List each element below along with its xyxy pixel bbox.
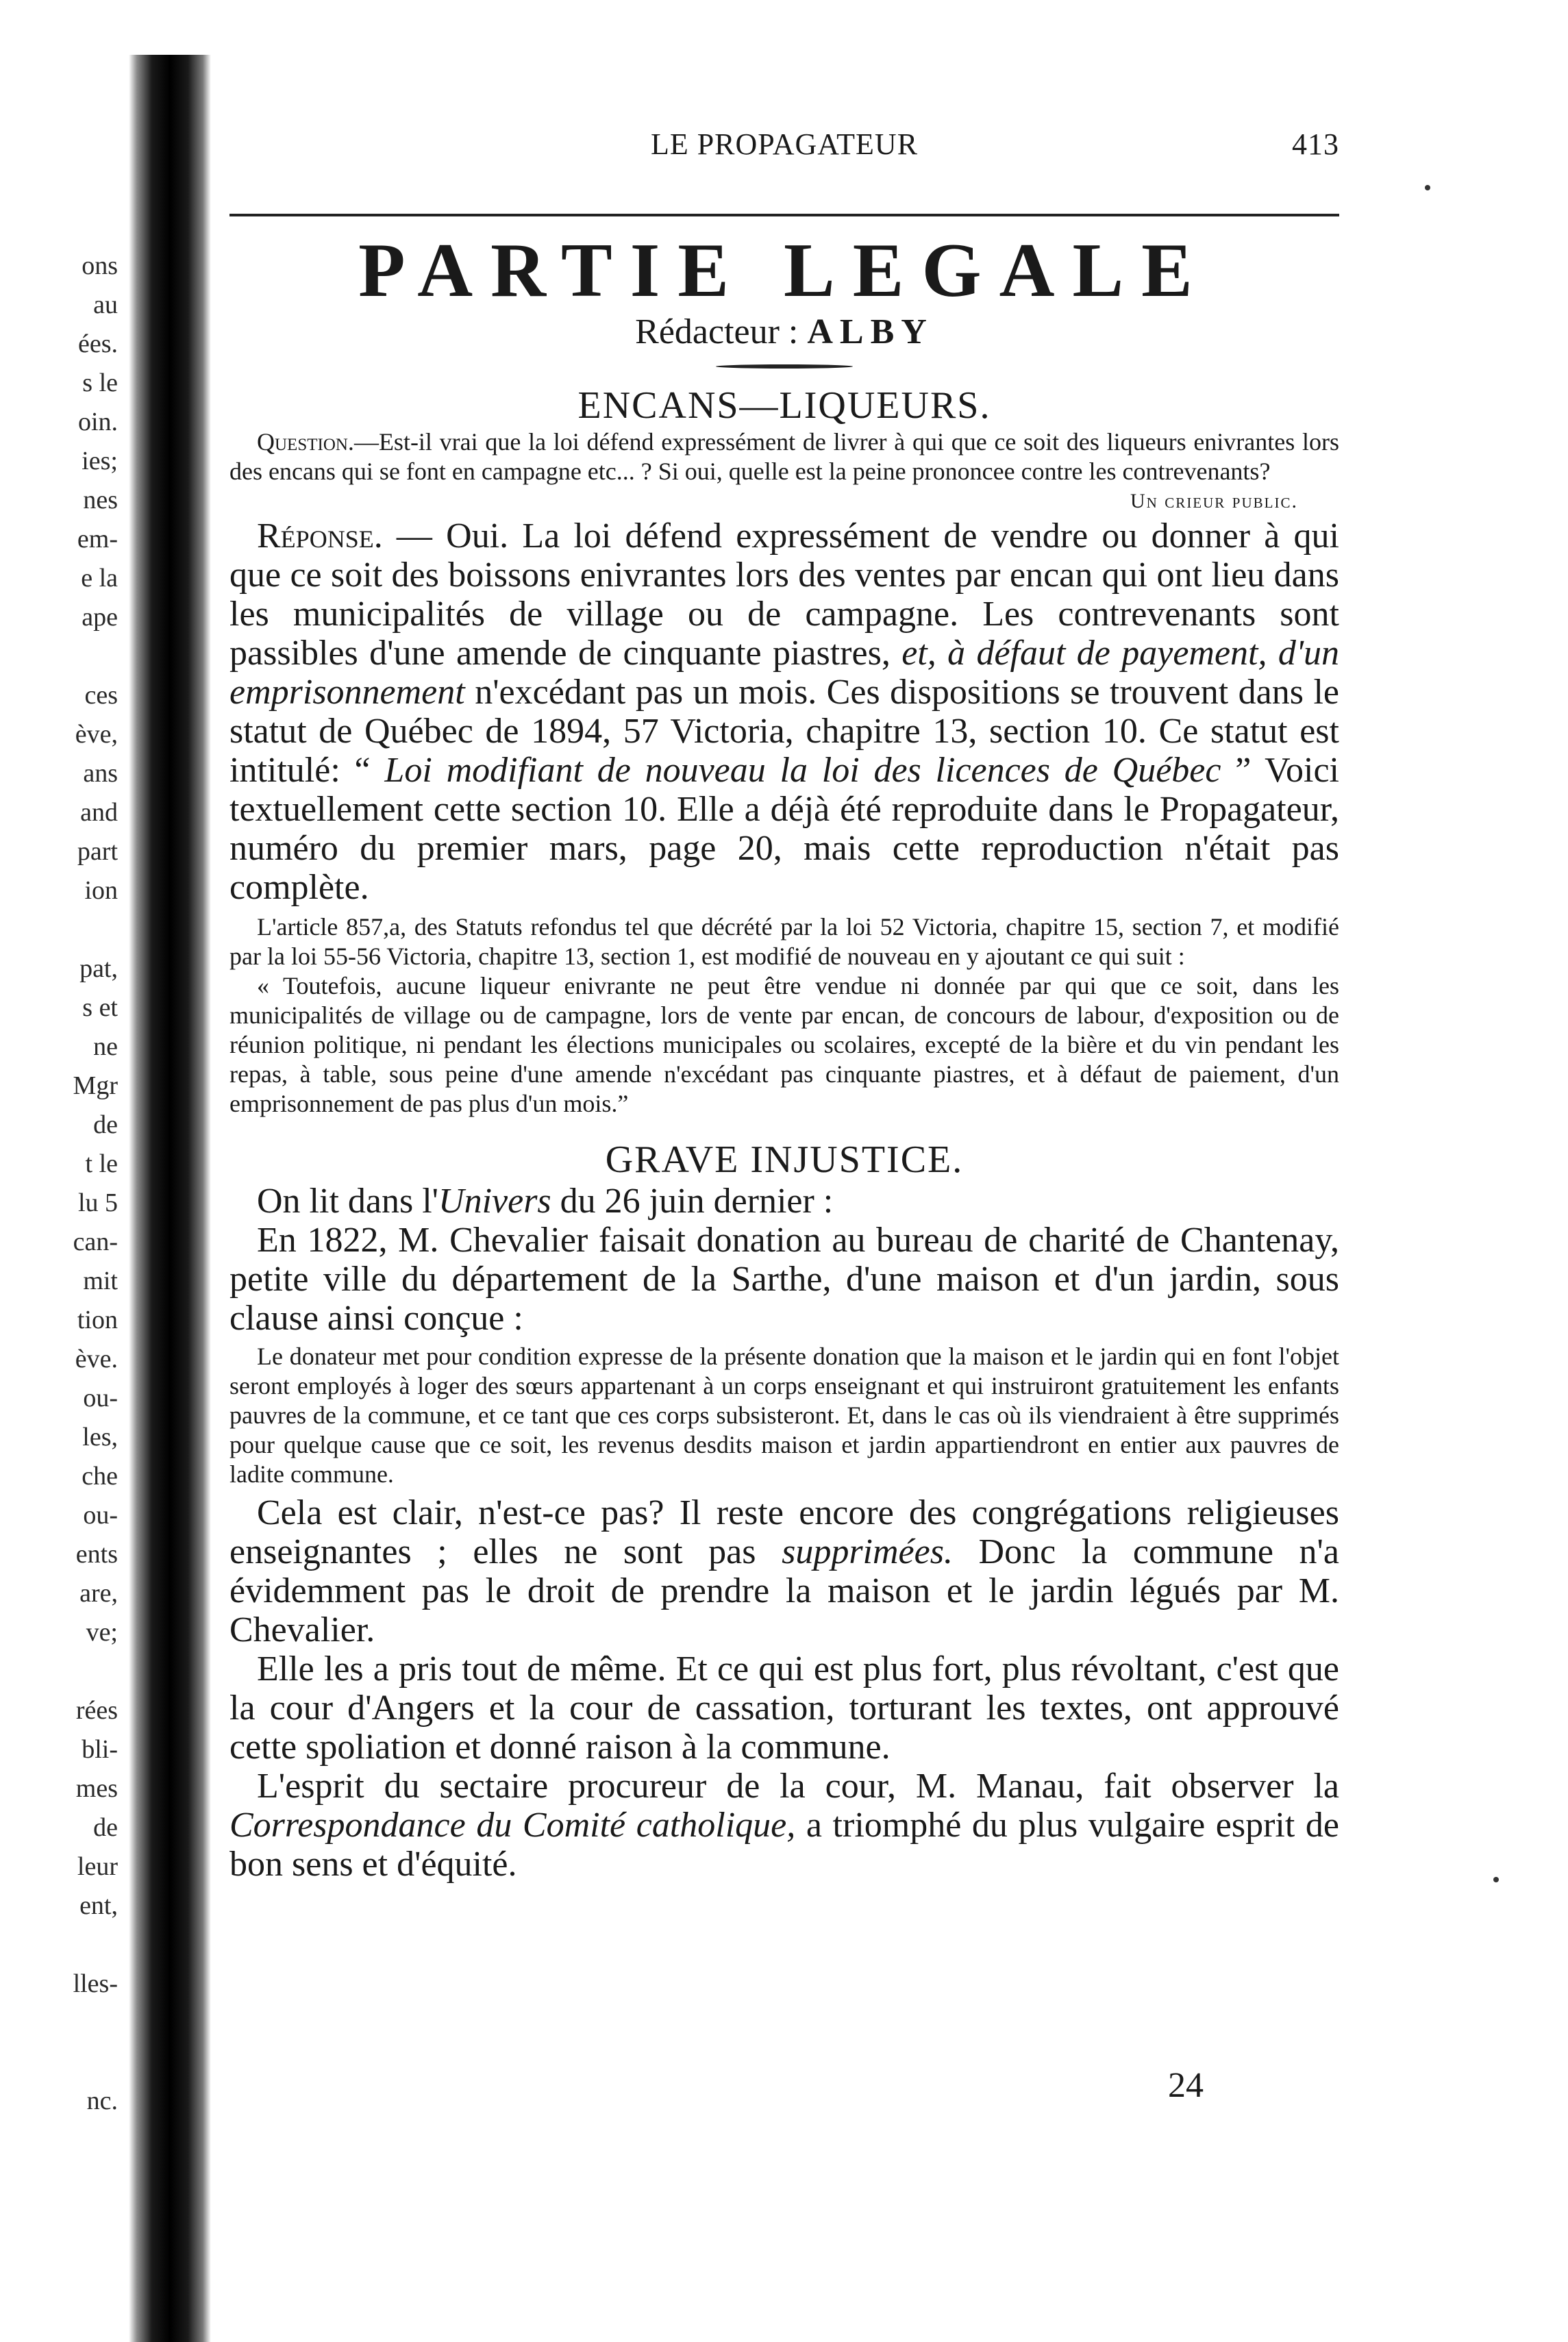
page-number: 413 xyxy=(1292,127,1339,161)
margin-fragment: ève. xyxy=(75,1345,118,1373)
answer-text-3: ” Voici textuellement cette section 10. Elle a déjà été reproduite dans le Propagateur, numéro du premier mars, page 20, mais cette reproduction n'était pas complète. xyxy=(229,751,1339,907)
p3-italic: supprimées. xyxy=(782,1532,953,1571)
statute-title: Loi modifiant de nouveau la loi des licences de Québec xyxy=(384,751,1221,790)
page xyxy=(229,0,1339,2342)
margin-fragment: che xyxy=(82,1462,118,1491)
margin-fragment xyxy=(8,2043,118,2082)
signature-folio: 24 xyxy=(1168,2066,1204,2105)
p1-italic: Univers xyxy=(438,1182,551,1221)
margin-fragment: part xyxy=(77,837,118,866)
margin-fragment: mit xyxy=(83,1267,118,1295)
p3-text: Cela est clair, n'est-ce pas? Il reste encore des congrégations religieuses enseignantes ; elles ne sont pas xyxy=(229,1493,1339,1571)
margin-fragment: em- xyxy=(77,525,118,553)
margin-fragment: ape xyxy=(82,603,118,632)
donation-clause: Le donateur met pour condition expresse de la présente donation que la maison et le jardin qui en font l'objet seront employés à loger des sœurs appartenant à un corps enseignant et qui instruiront gratuitement les enfants pauvres de la commune, et ce tant que ces corps subsisteront. Et, dans le cas où ils viendraient à être supprimés pour quelque cause que ce soit, les revenus desdits maison et jardin appartiendront en entier aux pauvres de ladite commune. xyxy=(229,1343,1339,1488)
article-heading-2: GRAVE INJUSTICE. xyxy=(605,1138,964,1181)
speck xyxy=(1493,1877,1499,1882)
running-header xyxy=(229,127,1339,168)
answer-text-2: n'excédant pas un mois. Ces dispositions se trouvent dans le statut de Québec de 1894, 57 Victoria, chapitre 13, section 10. Ce statut est intitulé: “ xyxy=(229,673,1339,790)
margin-fragment xyxy=(8,1926,118,1965)
answer-italic: et, à défaut de payement, d'un emprisonnement xyxy=(229,634,1339,712)
editor-label: Rédacteur : xyxy=(635,312,799,351)
section-title: PARTIE LEGALE xyxy=(358,228,1210,313)
margin-fragment: au xyxy=(93,290,118,319)
answer-text: — Oui. La loi défend expressément de vendre ou donner à qui que ce soit des boissons enivrantes lors des ventes par encan qui ont lieu dans les municipalités de village ou de campagne. Les contrevenants sont passibles d'une amende de cinquante piastres, xyxy=(229,516,1339,673)
margin-fragment: s et xyxy=(82,993,118,1022)
header-rule xyxy=(229,214,1339,216)
margin-fragment: nc. xyxy=(86,2086,118,2115)
paragraph: En 1822, M. Chevalier faisait donation au bureau de charité de Chantenay, petite ville du département de la Sarthe, d'une maison et d'un jardin, sous clause ainsi conçue : xyxy=(229,1221,1339,1338)
answer xyxy=(229,516,1339,907)
p5-italic: Correspondance du Comité catholique, xyxy=(229,1806,796,1845)
signature: Un crieur public. xyxy=(1130,490,1298,512)
margin-fragment: tion xyxy=(77,1306,118,1334)
margin-fragment: ons xyxy=(82,251,118,280)
margin-fragment: and xyxy=(80,798,118,827)
margin-fragment: lles- xyxy=(73,1969,118,1998)
margin-fragment: s le xyxy=(82,369,118,397)
margin-fragment: ies; xyxy=(82,447,118,475)
margin-fragment: rées xyxy=(75,1696,118,1725)
p3-text-2: Donc la commune n'a évidemment pas le droit de prendre la maison et le jardin légués par M. Chevalier. xyxy=(229,1532,1339,1649)
margin-fragment: mes xyxy=(75,1774,118,1803)
margin-fragment: can- xyxy=(73,1228,118,1256)
margin-fragment: Mgr xyxy=(73,1071,118,1100)
article-heading: ENCANS—LIQUEURS. xyxy=(577,384,991,427)
margin-fragment xyxy=(8,2004,118,2043)
editor-name: ALBY xyxy=(807,312,934,351)
article-quote: « Toutefois, aucune liqueur enivrante ne peut être vendue ni donnée par qui que ce soit, dans les municipalités de village ou de campagne, lors de vente par encan, de concours de labour, d'exposition ou de réunion politique, ni pendant les élections municipales ou scolaires, excepté de la bière et du vin pendant les repas, à table, sous peine d'une amende n'excédant pas cinquante piastres, et à défaut de paiement, d'un emprisonnement de pas plus d'un mois.” xyxy=(229,972,1339,1117)
margin-fragment: leur xyxy=(77,1852,118,1881)
paragraph xyxy=(229,1493,1339,1649)
margin-fragment: bli- xyxy=(82,1735,118,1764)
margin-fragment: ent, xyxy=(79,1891,118,1920)
margin-fragment: nes xyxy=(83,486,118,514)
content xyxy=(229,384,1339,1884)
paragraph xyxy=(229,1767,1339,1884)
question xyxy=(229,427,1339,486)
margin-fragment: ou- xyxy=(83,1384,118,1412)
margin-fragment: lu 5 xyxy=(77,1188,118,1217)
margin-fragment: ve; xyxy=(86,1618,118,1647)
margin-fragment xyxy=(8,1652,118,1691)
question-label: Question. xyxy=(257,428,354,456)
margin-fragment: ées. xyxy=(77,329,118,358)
paragraph xyxy=(229,1182,1339,1221)
adjacent-page-margin xyxy=(8,247,118,2121)
margin-fragment: ans xyxy=(83,759,118,788)
margin-fragment xyxy=(8,637,118,676)
margin-fragment: e la xyxy=(81,564,118,593)
speck xyxy=(1425,185,1430,190)
margin-fragment: ces xyxy=(84,681,118,710)
question-text: —Est-il vrai que la loi défend expressément de livrer à qui que ce soit des liqueurs enivrantes lors des encans qui se font en campagne etc... ? Si oui, quelle est la peine prononcee contre les contrevenants? xyxy=(229,428,1339,485)
answer-label: Réponse. xyxy=(257,516,383,556)
margin-fragment: are, xyxy=(79,1579,118,1608)
ornament-rule xyxy=(716,364,853,369)
margin-fragment: les, xyxy=(82,1423,118,1452)
margin-fragment: de xyxy=(93,1110,118,1139)
margin-fragment: ents xyxy=(75,1540,118,1569)
p1-text-2: du 26 juin dernier : xyxy=(551,1182,834,1221)
margin-fragment: t le xyxy=(85,1149,118,1178)
margin-fragment: oin. xyxy=(77,408,118,436)
editor-line xyxy=(229,312,1339,352)
margin-fragment: de xyxy=(93,1813,118,1842)
running-title: LE PROPAGATEUR xyxy=(650,127,919,161)
book-spine-shadow xyxy=(129,55,211,2342)
margin-fragment: ou- xyxy=(83,1501,118,1530)
margin-fragment xyxy=(8,910,118,949)
margin-fragment: ève, xyxy=(75,720,118,749)
p5-text-2: a triomphé du plus vulgaire esprit de bon sens et d'équité. xyxy=(229,1806,1339,1884)
p1-text: On lit dans l' xyxy=(257,1182,439,1221)
margin-fragment: pat, xyxy=(79,954,118,983)
paragraph: Elle les a pris tout de même. Et ce qui est plus fort, plus révoltant, c'est que la cour d'Angers et la cour de cassation, torturant les textes, ont approuvé cette spoliation et donné raison à la commune. xyxy=(229,1649,1339,1767)
article-intro: L'article 857,a, des Statuts refondus tel que décrété par la loi 52 Victoria, chapitre 15, section 7, et modifié par la loi 55-56 Victoria, chapitre 13, section 1, est modifié de nouveau en y ajoutant ce qui suit : xyxy=(229,913,1339,970)
margin-fragment: ne xyxy=(93,1032,118,1061)
margin-fragment: ion xyxy=(84,876,118,905)
p5-text: L'esprit du sectaire procureur de la cour, M. Manau, fait observer la xyxy=(257,1767,1339,1806)
